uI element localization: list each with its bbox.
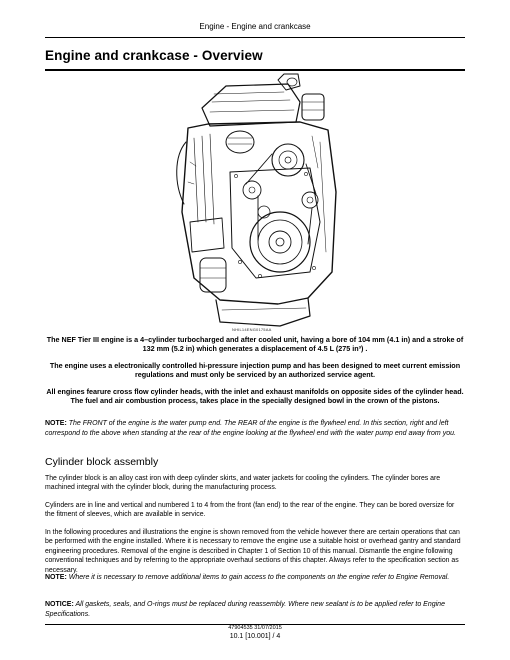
note-text: Where it is necessary to remove additional items to gain access to the components on the engine refer to Engine Removal.: [66, 574, 450, 581]
footer-page-number: 10.1 [10.001] / 4: [229, 633, 281, 640]
page-title: Engine and crankcase - Overview: [45, 48, 263, 63]
note-additional-items: [45, 573, 465, 583]
section-heading: Cylinder block assembly: [45, 456, 159, 468]
intro-paragraph-3: All engines fearure cross flow cylinder heads, with the inlet and exhaust manifolds on opposite sides of the cylinder head. The fuel and air combustion process, takes place in the specially designed bowl in the crown of the pistons.: [46, 387, 464, 406]
engine-illustration-icon: [160, 72, 360, 334]
figure-code: NHIL14ENG0175AA: [232, 327, 272, 332]
title-rule: [45, 69, 465, 71]
intro-paragraph-1: The NEF Tier III engine is a 4–cylinder turbocharged and after cooled unit, having a bore of 104 mm (4.1 in) and a stroke of 132 mm (5.2 in) which generates a displacement of 4.5 L (275 in³) .: [46, 335, 464, 354]
running-head: Engine - Engine and crankcase: [199, 22, 311, 31]
body-paragraph-2: Cylinders are in line and vertical and numbered 1 to 4 from the front (fan end) to the rear of the engine. They can be bored oversize for the fitment of sleeves, which are available in service.: [45, 502, 455, 519]
body-paragraph-1: The cylinder block is an alloy cast iron with deep cylinder skirts, and water jackets for cooling the cylinders. The cylinder bores are machined integral with the cylinder block, during the manufacturing process.: [45, 475, 441, 492]
note-label: NOTE:: [45, 420, 67, 427]
header-rule: [45, 37, 465, 38]
note-label: NOTE:: [45, 574, 67, 581]
body-paragraph-3: In the following procedures and illustrations the engine is shown removed from the vehicle however there are certain operations that can be performed with the engine installed. Where it is necessary to remove the engine use a suitable hoist or overhead gantry and standard engineering procedures. Removal of the engine is described in Chapter 1 of Section 10 of this manual. Dismantle the engine following conventional techniques and by referring to the appropriate overhaul sections of this chapter. Always refer to the specification section as necessary.: [45, 529, 461, 574]
notice-text: All gaskets, seals, and O-rings must be replaced during reassembly. Where new sealant is to be applied refer to Engine Specifications.: [45, 601, 445, 618]
notice-gaskets: [45, 600, 465, 619]
note-text: The FRONT of the engine is the water pump end. The REAR of the engine is the flywheel end. In this section, right and left correspond to the above when standing at the rear of the engine looking at the flywheel end with the water pump end away from you.: [45, 420, 456, 437]
footer-doc-ref: 47904535 31/07/2015: [228, 625, 282, 631]
intro-paragraph-2: The engine uses a electronically controlled hi-pressure injection pump and has been designed to meet current emission regulations and must only be serviced by an authorized service agent.: [49, 361, 461, 380]
note-front-rear: [45, 419, 465, 438]
notice-label: NOTICE:: [45, 601, 74, 608]
